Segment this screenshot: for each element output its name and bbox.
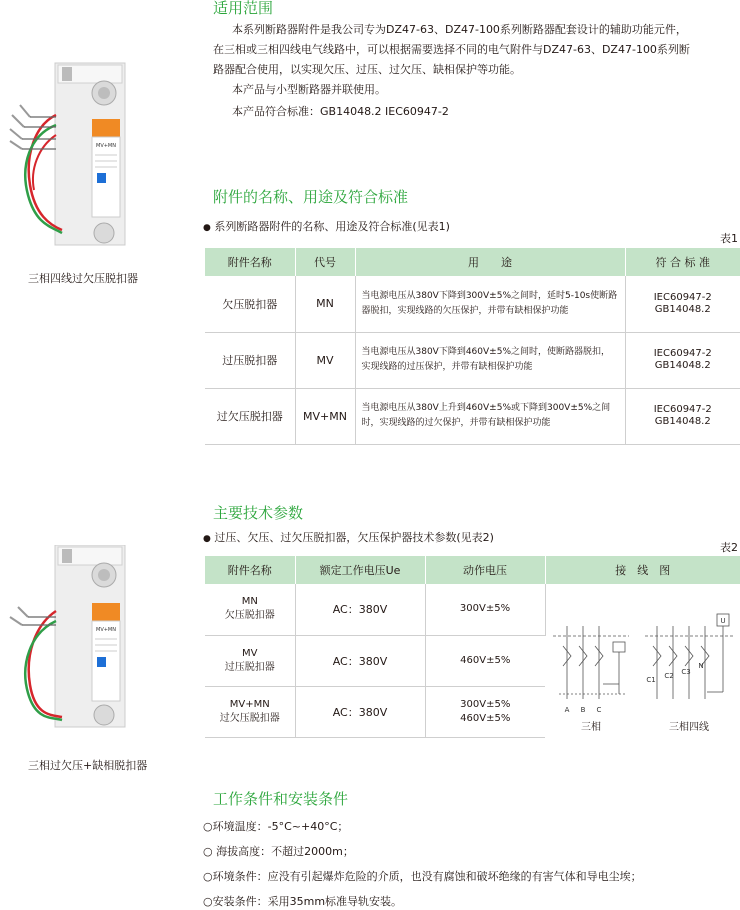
- image-caption-3phase-trip: 三相过欠压+缺相脱扣器: [28, 759, 148, 772]
- terminal-label: A: [564, 706, 570, 714]
- accessories-table: [205, 248, 740, 445]
- cell-rated-voltage: AC：380V: [295, 635, 425, 686]
- cell-standard: IEC60947-2 GB14048.2: [625, 388, 740, 444]
- th-rated-voltage: 额定工作电压Ue: [295, 556, 425, 584]
- th-use: 用 途: [355, 248, 625, 276]
- cell-action-voltage: 300V±5% 460V±5%: [425, 686, 545, 737]
- scope-standards: 本产品符合标准：GB14048.2 IEC60947-2: [232, 105, 449, 118]
- terminal-label: C2: [664, 672, 674, 680]
- cell-code: MN: [295, 276, 355, 332]
- cell-action-voltage: 460V±5%: [425, 635, 545, 686]
- condition-item: ○安装条件：采用35mm标准导轨安装。: [203, 895, 403, 908]
- table-row: [205, 332, 740, 388]
- cell-rated-voltage: AC：380V: [295, 584, 425, 635]
- scope-line-3: 路器配合使用，以实现欠压、过压、过欠压、缺相保护等功能。: [213, 63, 521, 76]
- th-standard: 符 合 标 准: [625, 248, 740, 276]
- diagram-box-label: U: [720, 617, 726, 625]
- table-row: [205, 388, 740, 444]
- terminal-label: C: [596, 706, 602, 714]
- section-title-conditions: 工作条件和安装条件: [213, 790, 349, 808]
- circle-bullet-icon: ○: [203, 845, 213, 858]
- th-code: 代号: [295, 248, 355, 276]
- diagram-caption-4wire: 三相四线: [668, 722, 709, 733]
- accessories-bullet: ● 系列断路器附件的名称、用途及符合标准(见表1): [203, 220, 450, 233]
- condition-item: ○ 海拔高度：不超过2000m；: [203, 845, 354, 858]
- terminal-label: N: [698, 662, 704, 670]
- device-label: MV+MN: [96, 143, 116, 149]
- scope-line-1: 本系列断路器附件是我公司专为DZ47-63、DZ47-100系列断路器配套设计的辅助功能元件，: [232, 23, 687, 36]
- cell-name: 过压脱扣器: [205, 332, 295, 388]
- cell-code: MV+MN: [295, 388, 355, 444]
- cell-name: MV+MN 过欠压脱扣器: [205, 686, 295, 737]
- th-name: 附件名称: [205, 556, 295, 584]
- table-row: [205, 276, 740, 332]
- image-caption-4wire-trip: 三相四线过欠压脱扣器: [28, 272, 138, 285]
- specs-table: [205, 556, 740, 738]
- cell-name: MV 过压脱扣器: [205, 635, 295, 686]
- cell-code: MV: [295, 332, 355, 388]
- cell-standard: IEC60947-2 GB14048.2: [625, 276, 740, 332]
- product-image-3phase-trip: [0, 545, 140, 745]
- table-row: [205, 584, 740, 635]
- specs-bullet: ● 过压、欠压、过欠压脱扣器，欠压保护器技术参数(见表2): [203, 531, 494, 544]
- wiring-diagram-cell: [545, 584, 740, 737]
- cell-name: MN 欠压脱扣器: [205, 584, 295, 635]
- condition-item: ○环境条件：应没有引起爆炸危险的介质，也没有腐蚀和破坏绝缘的有害气体和导电尘埃；: [203, 870, 642, 883]
- circle-bullet-icon: ○: [203, 895, 213, 908]
- bullet-dot-icon: ●: [203, 223, 211, 233]
- scope-line-2: 在三相或三相四线电气线路中，可以根据需要选择不同的电气附件与DZ47-63、DZ47-100系列断: [213, 43, 690, 56]
- cell-use: 当电源电压从380V下降到460V±5%之间时，使断路器脱扣，实现线路的过压保护，并带有缺相保护功能: [355, 332, 625, 388]
- cell-use: 当电源电压从380V下降到300V±5%之间时，延时5-10s使断路器脱扣，实现线路的欠压保护，并带有缺相保护功能: [355, 276, 625, 332]
- th-action-voltage: 动作电压: [425, 556, 545, 584]
- wiring-diagram: [547, 584, 739, 734]
- diagram-caption-3phase: 三相: [580, 722, 601, 733]
- condition-item: ○环境温度：-5°C~+40°C；: [203, 820, 349, 833]
- terminal-label: C1: [646, 676, 656, 684]
- section-title-scope: 适用范围: [213, 0, 274, 17]
- scope-line-4: 本产品与小型断路器并联使用。: [232, 83, 386, 96]
- terminal-label: C3: [681, 668, 691, 676]
- terminal-label: B: [580, 706, 586, 714]
- circle-bullet-icon: ○: [203, 870, 213, 883]
- th-name: 附件名称: [205, 248, 295, 276]
- cell-rated-voltage: AC：380V: [295, 686, 425, 737]
- th-wiring: 接 线 图: [545, 556, 740, 584]
- bullet-dot-icon: ●: [203, 534, 211, 544]
- cell-action-voltage: 300V±5%: [425, 584, 545, 635]
- table1-tag: 表1: [720, 232, 738, 245]
- circle-bullet-icon: ○: [203, 820, 213, 833]
- device-label: MV+MN: [96, 627, 116, 633]
- product-image-4wire-trip: [0, 55, 140, 255]
- cell-name: 欠压脱扣器: [205, 276, 295, 332]
- cell-name: 过欠压脱扣器: [205, 388, 295, 444]
- cell-use: 当电源电压从380V上升到460V±5%或下降到300V±5%之间时，实现线路的过欠保护，并带有缺相保护功能: [355, 388, 625, 444]
- section-title-accessories: 附件的名称、用途及符合标准: [213, 188, 409, 206]
- section-title-specs: 主要技术参数: [213, 504, 304, 522]
- cell-standard: IEC60947-2 GB14048.2: [625, 332, 740, 388]
- table2-tag: 表2: [720, 541, 738, 554]
